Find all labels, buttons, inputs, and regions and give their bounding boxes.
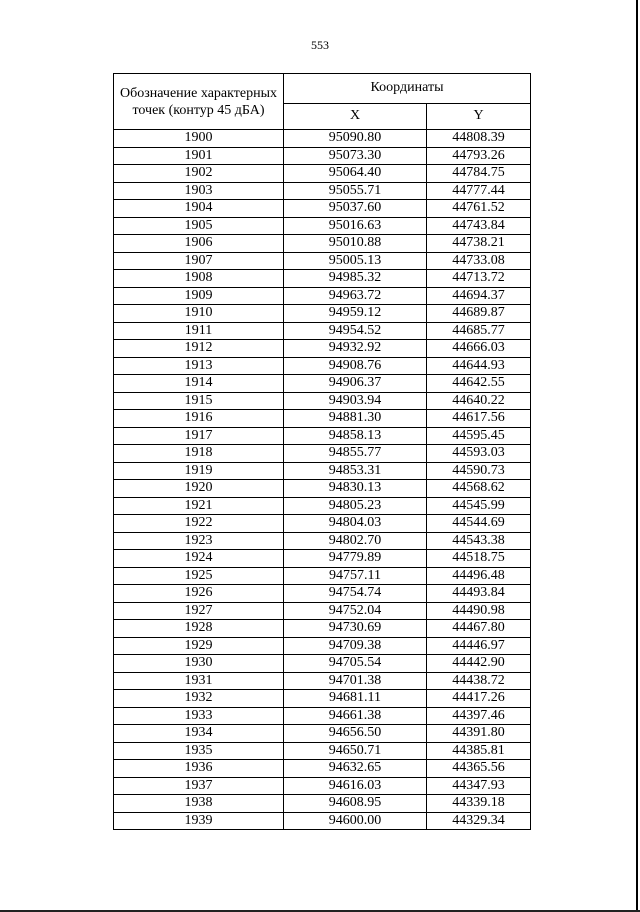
table-row: [114, 427, 531, 445]
point-cell: 1930: [114, 655, 284, 673]
point-cell: 1903: [114, 182, 284, 200]
x-cell: 94985.32: [284, 270, 427, 288]
table-row: [114, 532, 531, 550]
y-cell: 44543.38: [427, 532, 531, 550]
x-cell: 95010.88: [284, 235, 427, 253]
x-cell: 94959.12: [284, 305, 427, 323]
table-row: [114, 585, 531, 603]
y-cell: 44713.72: [427, 270, 531, 288]
point-cell: 1900: [114, 130, 284, 148]
y-cell: 44493.84: [427, 585, 531, 603]
table-row: [114, 480, 531, 498]
table-body: [114, 130, 531, 830]
table-row: [114, 725, 531, 743]
point-cell: 1932: [114, 690, 284, 708]
point-cell: 1935: [114, 742, 284, 760]
x-cell: 94661.38: [284, 707, 427, 725]
table-row: [114, 567, 531, 585]
table-row: [114, 410, 531, 428]
table-row: [114, 637, 531, 655]
point-cell: 1926: [114, 585, 284, 603]
x-cell: 94804.03: [284, 515, 427, 533]
y-cell: 44438.72: [427, 672, 531, 690]
x-cell: 94730.69: [284, 620, 427, 638]
point-cell: 1917: [114, 427, 284, 445]
table-row: [114, 742, 531, 760]
point-cell: 1933: [114, 707, 284, 725]
point-cell: 1931: [114, 672, 284, 690]
point-cell: 1901: [114, 147, 284, 165]
table-row: [114, 182, 531, 200]
table-row: [114, 130, 531, 148]
y-cell: 44595.45: [427, 427, 531, 445]
point-cell: 1916: [114, 410, 284, 428]
point-cell: 1922: [114, 515, 284, 533]
y-cell: 44808.39: [427, 130, 531, 148]
table-row: [114, 620, 531, 638]
table-row: [114, 655, 531, 673]
x-cell: 94908.76: [284, 357, 427, 375]
x-cell: 94881.30: [284, 410, 427, 428]
point-cell: 1907: [114, 252, 284, 270]
y-cell: 44733.08: [427, 252, 531, 270]
header-x: X: [284, 103, 427, 129]
table-row: [114, 760, 531, 778]
x-cell: 94752.04: [284, 602, 427, 620]
point-cell: 1925: [114, 567, 284, 585]
table-row: [114, 690, 531, 708]
x-cell: 95064.40: [284, 165, 427, 183]
table-row: [114, 165, 531, 183]
y-cell: 44694.37: [427, 287, 531, 305]
y-cell: 44365.56: [427, 760, 531, 778]
y-cell: 44784.75: [427, 165, 531, 183]
x-cell: 94903.94: [284, 392, 427, 410]
point-cell: 1924: [114, 550, 284, 568]
x-cell: 94709.38: [284, 637, 427, 655]
y-cell: 44347.93: [427, 777, 531, 795]
x-cell: 94632.65: [284, 760, 427, 778]
table-row: [114, 217, 531, 235]
table-row: [114, 812, 531, 830]
point-cell: 1939: [114, 812, 284, 830]
x-cell: 95016.63: [284, 217, 427, 235]
table-row: [114, 252, 531, 270]
x-cell: 94954.52: [284, 322, 427, 340]
point-cell: 1902: [114, 165, 284, 183]
y-cell: 44738.21: [427, 235, 531, 253]
page-number: 553: [311, 38, 329, 52]
table-row: [114, 200, 531, 218]
point-cell: 1912: [114, 340, 284, 358]
y-cell: 44544.69: [427, 515, 531, 533]
point-cell: 1937: [114, 777, 284, 795]
table-row: [114, 550, 531, 568]
y-cell: 44329.34: [427, 812, 531, 830]
table-row: [114, 287, 531, 305]
x-cell: 94650.71: [284, 742, 427, 760]
x-cell: 94608.95: [284, 795, 427, 813]
y-cell: 44442.90: [427, 655, 531, 673]
point-cell: 1920: [114, 480, 284, 498]
y-cell: 44467.80: [427, 620, 531, 638]
y-cell: 44793.26: [427, 147, 531, 165]
x-cell: 94701.38: [284, 672, 427, 690]
table-row: [114, 147, 531, 165]
y-cell: 44568.62: [427, 480, 531, 498]
x-cell: 94656.50: [284, 725, 427, 743]
y-cell: 44397.46: [427, 707, 531, 725]
y-cell: 44761.52: [427, 200, 531, 218]
table-row: [114, 392, 531, 410]
table-row: [114, 375, 531, 393]
header-designation: Обозначение характерных точек (контур 45 дБА): [114, 74, 284, 130]
x-cell: 94757.11: [284, 567, 427, 585]
table-header: [114, 74, 531, 130]
x-cell: 94963.72: [284, 287, 427, 305]
x-cell: 95073.30: [284, 147, 427, 165]
x-cell: 94754.74: [284, 585, 427, 603]
table-row: [114, 497, 531, 515]
table-row: [114, 235, 531, 253]
point-cell: 1910: [114, 305, 284, 323]
header-y: Y: [427, 103, 531, 129]
y-cell: 44391.80: [427, 725, 531, 743]
table-row: [114, 672, 531, 690]
point-cell: 1936: [114, 760, 284, 778]
x-cell: 94779.89: [284, 550, 427, 568]
table-row: [114, 445, 531, 463]
table-row: [114, 270, 531, 288]
point-cell: 1913: [114, 357, 284, 375]
y-cell: 44644.93: [427, 357, 531, 375]
point-cell: 1906: [114, 235, 284, 253]
x-cell: 94705.54: [284, 655, 427, 673]
y-cell: 44385.81: [427, 742, 531, 760]
point-cell: 1921: [114, 497, 284, 515]
x-cell: 94858.13: [284, 427, 427, 445]
x-cell: 94802.70: [284, 532, 427, 550]
y-cell: 44590.73: [427, 462, 531, 480]
y-cell: 44640.22: [427, 392, 531, 410]
point-cell: 1927: [114, 602, 284, 620]
x-cell: 94805.23: [284, 497, 427, 515]
y-cell: 44685.77: [427, 322, 531, 340]
point-cell: 1928: [114, 620, 284, 638]
table-row: [114, 602, 531, 620]
table-row: [114, 357, 531, 375]
y-cell: 44642.55: [427, 375, 531, 393]
y-cell: 44518.75: [427, 550, 531, 568]
table-row: [114, 462, 531, 480]
y-cell: 44689.87: [427, 305, 531, 323]
y-cell: 44496.48: [427, 567, 531, 585]
point-cell: 1934: [114, 725, 284, 743]
coordinates-table: [113, 73, 531, 830]
y-cell: 44593.03: [427, 445, 531, 463]
table-row: [114, 305, 531, 323]
x-cell: 94906.37: [284, 375, 427, 393]
table-row: [114, 707, 531, 725]
x-cell: 95090.80: [284, 130, 427, 148]
table-row: [114, 795, 531, 813]
table-row: [114, 322, 531, 340]
point-cell: 1905: [114, 217, 284, 235]
x-cell: 94616.03: [284, 777, 427, 795]
point-cell: 1904: [114, 200, 284, 218]
y-cell: 44490.98: [427, 602, 531, 620]
point-cell: 1929: [114, 637, 284, 655]
point-cell: 1908: [114, 270, 284, 288]
point-cell: 1915: [114, 392, 284, 410]
x-cell: 95055.71: [284, 182, 427, 200]
y-cell: 44617.56: [427, 410, 531, 428]
page-edge-right: [636, 0, 638, 912]
y-cell: 44666.03: [427, 340, 531, 358]
point-cell: 1911: [114, 322, 284, 340]
x-cell: 94855.77: [284, 445, 427, 463]
point-cell: 1938: [114, 795, 284, 813]
table-row: [114, 340, 531, 358]
point-cell: 1923: [114, 532, 284, 550]
y-cell: 44545.99: [427, 497, 531, 515]
point-cell: 1919: [114, 462, 284, 480]
y-cell: 44446.97: [427, 637, 531, 655]
point-cell: 1909: [114, 287, 284, 305]
y-cell: 44743.84: [427, 217, 531, 235]
x-cell: 95005.13: [284, 252, 427, 270]
table-row: [114, 515, 531, 533]
y-cell: 44777.44: [427, 182, 531, 200]
x-cell: 94681.11: [284, 690, 427, 708]
x-cell: 94853.31: [284, 462, 427, 480]
y-cell: 44417.26: [427, 690, 531, 708]
table-row: [114, 777, 531, 795]
point-cell: 1914: [114, 375, 284, 393]
x-cell: 95037.60: [284, 200, 427, 218]
x-cell: 94932.92: [284, 340, 427, 358]
x-cell: 94600.00: [284, 812, 427, 830]
y-cell: 44339.18: [427, 795, 531, 813]
point-cell: 1918: [114, 445, 284, 463]
x-cell: 94830.13: [284, 480, 427, 498]
header-coordinates: Координаты: [284, 74, 531, 104]
